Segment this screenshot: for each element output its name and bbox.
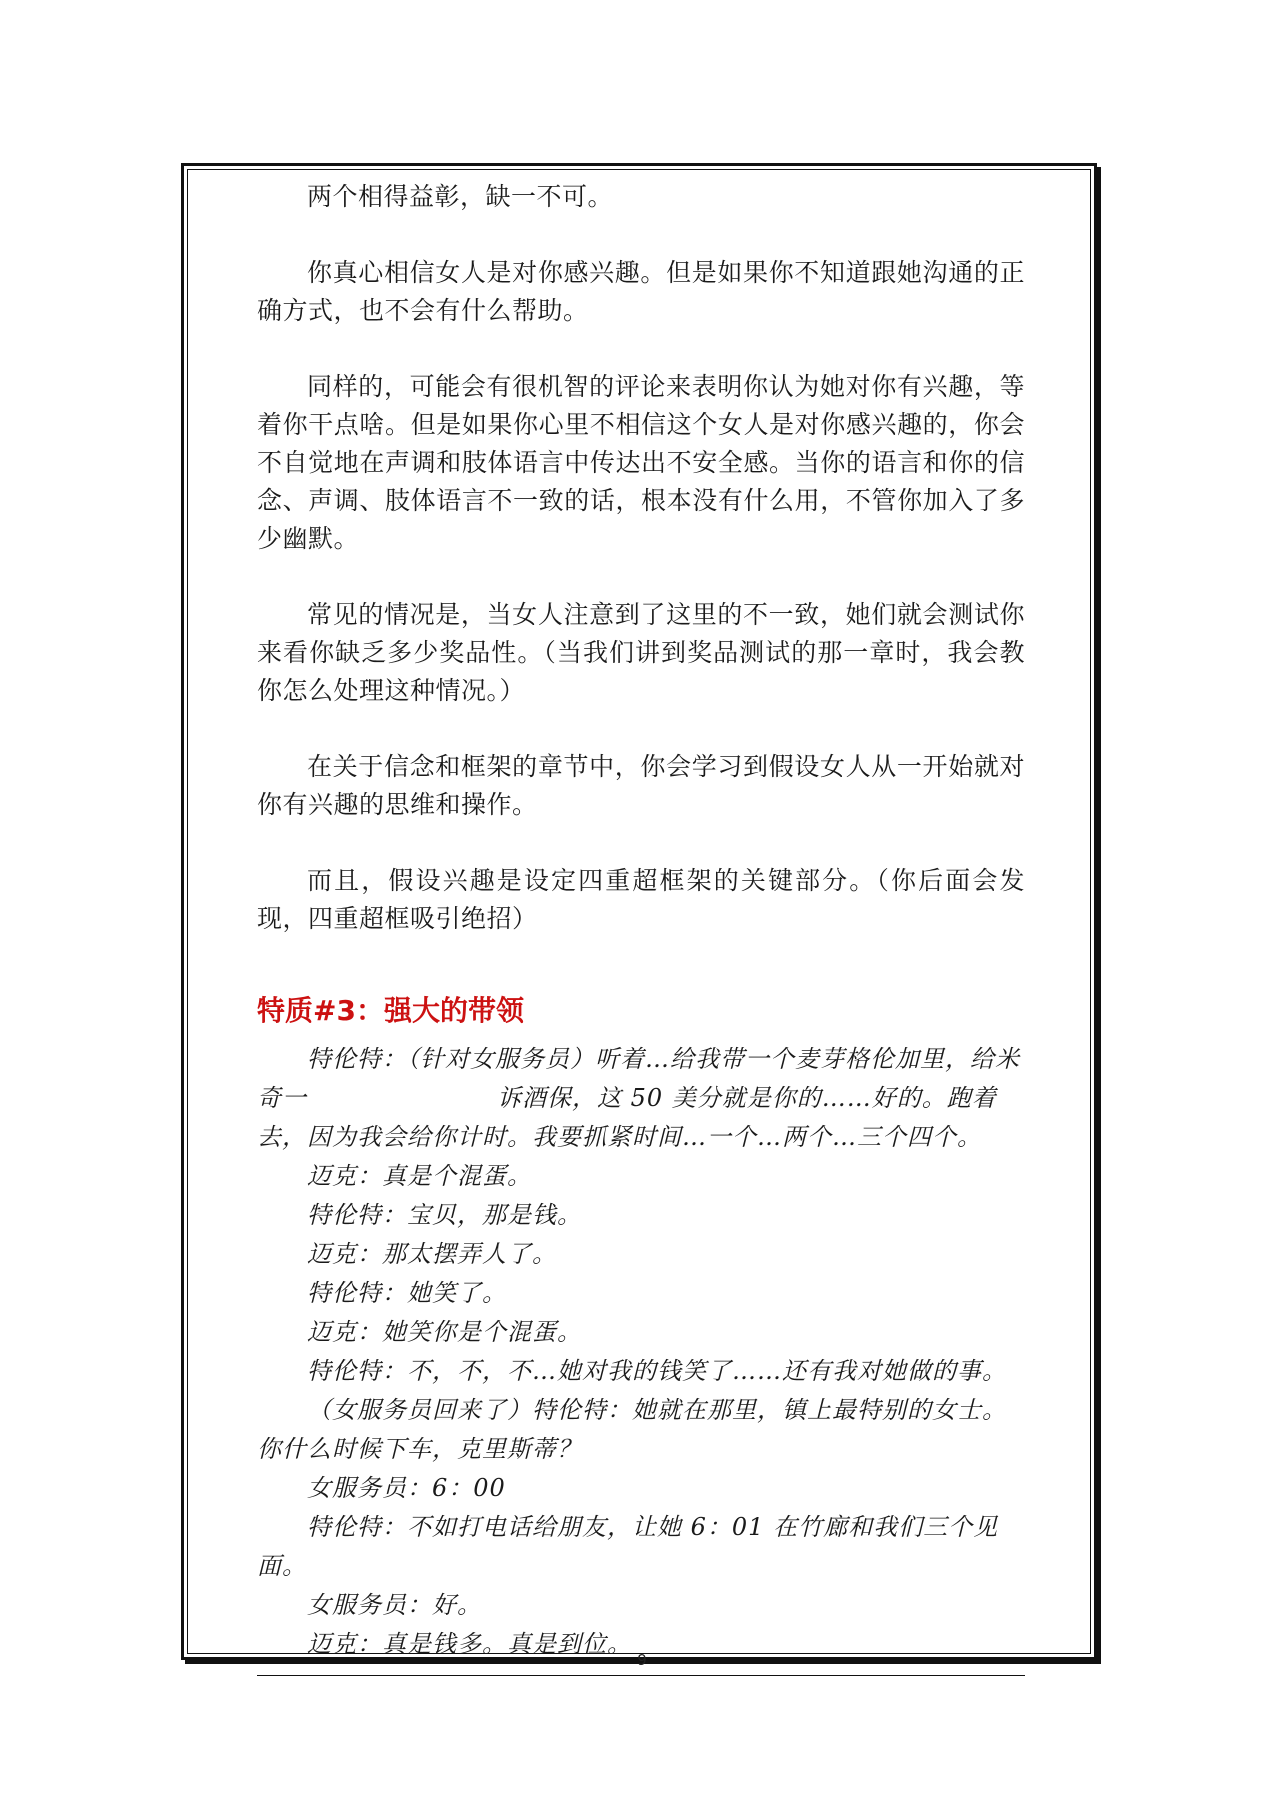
paragraph-2: 你真心相信女人是对你感兴趣。但是如果你不知道跟她沟通的正确方式，也不会有什么帮助。	[257, 258, 1025, 325]
dialog-line-5: 特伦特：她笑了。	[307, 1279, 507, 1307]
dialog-line-1-part-a: 特伦特：（针对女服务员）听着…给我带一个麦芽格伦加里，给米奇一	[257, 1045, 1020, 1112]
page-content	[257, 178, 1025, 1664]
dialog-line-11: 女服务员：好。	[307, 1591, 482, 1619]
dialog-line-1-part-b: 诉酒保，这 50 美分就是你的……好的。跑着去，因为我会给你计时。我要抓紧时间…一个…两个…三个四个。	[257, 1084, 997, 1151]
dialog-line-1	[257, 1040, 1025, 1157]
paragraph-gap	[257, 558, 1025, 596]
paragraph-gap	[257, 330, 1025, 368]
dialog-line-7: 特伦特：不，不，不…她对我的钱笑了……还有我对她做的事。	[307, 1357, 1007, 1385]
dialog-line-6: 迈克：她笑你是个混蛋。	[307, 1318, 582, 1346]
paragraph-gap	[257, 824, 1025, 862]
dialog-line-10: 特伦特：不如打电话给朋友，让她 6：01 在竹廊和我们三个见面。	[257, 1513, 999, 1580]
paragraph-5: 在关于信念和框架的章节中，你会学习到假设女人从一开始就对你有兴趣的思维和操作。	[257, 752, 1025, 819]
dialog-line-9: 女服务员：6：00	[307, 1474, 506, 1502]
paragraph-1: 两个相得益彰，缺一不可。	[307, 182, 614, 211]
dialog-line-3: 特伦特：宝贝，那是钱。	[307, 1201, 582, 1229]
dialog-line-12: 迈克：真是钱多。真是到位。	[307, 1630, 632, 1658]
dialog-line-8a: （女服务员回来了）特伦特：她就在那里，镇上最特别的女士。	[307, 1396, 1007, 1424]
paragraph-gap	[257, 216, 1025, 254]
section-heading: 特质#3：强大的带领	[257, 994, 524, 1027]
paragraph-4: 常见的情况是，当女人注意到了这里的不一致，她们就会测试你来看你缺乏多少奖品性。（当我们讲到奖品测试的那一章时，我会教你怎么处理这种情况。）	[257, 600, 1025, 705]
paragraph-3: 同样的，可能会有很机智的评论来表明你认为她对你有兴趣，等着你干点啥。但是如果你心里不相信这个女人是对你感兴趣的，你会不自觉地在声调和肢体语言中传达出不安全感。当你的语言和你的信念、声调、肢体语言不一致的话，根本没有什么用，不管你加入了多少幽默。	[257, 372, 1025, 553]
page-number: 9	[637, 1651, 647, 1669]
dialog-line-2: 迈克：真是个混蛋。	[307, 1162, 532, 1190]
paragraph-6: 而且，假设兴趣是设定四重超框架的关键部分。（你后面会发现，四重超框吸引绝招）	[257, 866, 1025, 933]
page-border-shadow-right	[1097, 167, 1101, 1664]
dialog-line-8b: 你什么时候下车，克里斯蒂？	[257, 1435, 582, 1463]
dialog-line-4: 迈克：那太摆弄人了。	[307, 1240, 557, 1268]
footer-rule	[257, 1675, 1025, 1676]
paragraph-gap	[257, 710, 1025, 748]
